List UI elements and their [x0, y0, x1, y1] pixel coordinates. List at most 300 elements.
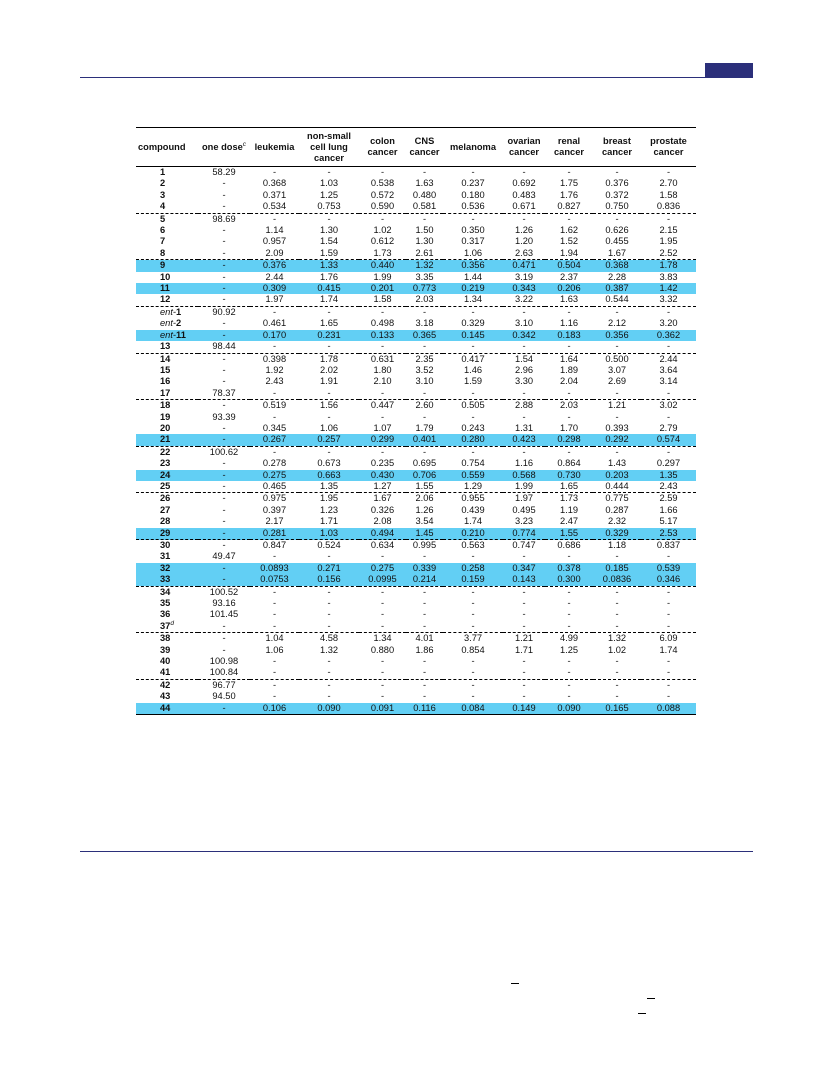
compound-cell [136, 330, 198, 341]
value-cell: 0.995 [412, 540, 437, 550]
value-cell: - [471, 598, 475, 609]
value-cell: - [272, 598, 277, 609]
header-text: non-small [307, 130, 351, 141]
value-cell: 5.17 [659, 516, 678, 527]
value-cell: 0.880 [370, 644, 395, 655]
header-text: prostate [650, 136, 687, 146]
value-cell: - [272, 586, 277, 597]
compound-cell [136, 470, 198, 481]
compound-cell [136, 551, 198, 562]
value-cell: 100.52 [209, 586, 239, 597]
column-header [406, 128, 443, 167]
table-row [136, 667, 696, 679]
value-cell: - [222, 376, 226, 387]
value-cell: 1.32 [319, 644, 339, 655]
compound-id: 19 [160, 411, 171, 422]
value-cell: 0.346 [641, 574, 696, 586]
value-cell: 0.581 [406, 201, 443, 213]
table-row [136, 213, 696, 225]
value-cell: 3.83 [659, 271, 678, 282]
value-cell: 1.67 [593, 248, 641, 260]
value-cell: 0.483 [512, 189, 536, 200]
compound-cell [136, 645, 198, 656]
table-row [136, 260, 696, 272]
value-cell: 0.170 [250, 330, 299, 341]
value-cell: 2.32 [607, 516, 627, 527]
value-cell: 0.267 [250, 434, 299, 446]
value-cell: 0.455 [605, 236, 629, 247]
value-cell: 0.185 [593, 563, 641, 574]
data-table-container [136, 127, 696, 715]
value-cell: 1.95 [319, 493, 339, 504]
value-cell: - [380, 167, 385, 177]
value-cell: 1.34 [443, 294, 503, 306]
compound-id: 34 [160, 586, 171, 597]
value-cell: - [272, 551, 277, 562]
table-row [136, 376, 696, 387]
value-cell: 2.43 [641, 481, 696, 493]
value-cell: 0.465 [250, 481, 299, 493]
value-cell: 1.71 [514, 644, 534, 655]
value-cell: - [380, 446, 385, 457]
value-cell: 1.56 [319, 400, 339, 411]
value-cell: - [545, 667, 593, 679]
table-row [136, 434, 696, 446]
value-cell: - [198, 621, 250, 633]
value-cell: 1.21 [607, 400, 627, 411]
value-cell: - [522, 213, 526, 224]
value-cell: - [641, 341, 696, 353]
value-cell: - [222, 540, 226, 550]
value-cell: - [593, 341, 641, 353]
table-row [136, 551, 696, 562]
value-cell: - [198, 330, 250, 341]
value-cell: 0.447 [370, 400, 395, 411]
value-cell: - [380, 656, 385, 667]
compound-id: 18 [160, 400, 171, 411]
compound-cell [136, 353, 198, 365]
compound-id: 6 [160, 225, 166, 236]
compound-id: 9 [160, 260, 166, 271]
value-cell: 0.393 [605, 422, 629, 433]
table-row [136, 586, 696, 598]
value-cell: 0.519 [262, 400, 287, 411]
header-text: cancer [653, 147, 684, 157]
value-cell: - [359, 621, 406, 633]
value-cell: - [666, 167, 671, 177]
value-cell: 3.35 [415, 271, 434, 282]
value-cell: - [250, 388, 299, 400]
value-cell: 1.45 [406, 528, 443, 540]
value-cell: 0.203 [593, 470, 641, 481]
value-cell: 1.73 [559, 493, 579, 504]
value-cell: - [615, 446, 619, 457]
value-cell: 0.297 [656, 458, 681, 469]
value-cell: - [666, 446, 671, 457]
compound-cell [136, 598, 198, 609]
value-cell: 1.55 [406, 481, 443, 493]
value-cell: 0.423 [503, 434, 545, 446]
table-row [136, 505, 696, 516]
value-cell: - [567, 213, 571, 224]
compound-id: 31 [160, 551, 171, 562]
value-cell: - [380, 598, 385, 609]
compound-prefix: ent- [160, 318, 177, 329]
compound-cell [136, 341, 198, 353]
value-cell: 1.20 [514, 236, 534, 247]
value-cell: 0.091 [359, 703, 406, 715]
value-cell: - [380, 551, 385, 562]
value-cell: - [222, 189, 226, 200]
value-cell: 0.281 [250, 528, 299, 540]
value-cell: - [545, 341, 593, 353]
table-row [136, 609, 696, 620]
value-cell: - [380, 679, 385, 690]
value-cell: 1.75 [559, 178, 579, 189]
value-cell: - [422, 411, 427, 422]
value-cell: 0.975 [262, 493, 287, 504]
compound-id: 39 [160, 644, 171, 655]
value-cell: 1.03 [299, 528, 359, 540]
value-cell: - [666, 598, 671, 609]
value-cell: - [471, 306, 475, 317]
value-cell: 0.317 [461, 236, 485, 247]
column-header [503, 128, 545, 167]
compound-cell [136, 493, 198, 505]
value-cell: - [250, 341, 299, 353]
compound-cell [136, 633, 198, 645]
value-cell: - [250, 621, 299, 633]
value-cell: - [666, 551, 671, 562]
header-text: renal [557, 136, 581, 146]
value-cell: - [198, 260, 250, 272]
compound-cell [136, 306, 198, 318]
value-cell: 0.626 [605, 225, 629, 236]
table-row [136, 458, 696, 469]
value-cell: 0.524 [317, 540, 341, 550]
value-cell: 3.64 [659, 364, 678, 375]
value-cell: 0.376 [250, 260, 299, 272]
compound-id: 10 [160, 271, 171, 282]
value-cell: - [198, 481, 250, 493]
table-row [136, 330, 696, 341]
column-header [136, 128, 198, 167]
value-cell: 2.02 [319, 364, 339, 375]
compound-cell [136, 703, 198, 715]
value-cell: 1.94 [545, 248, 593, 260]
value-cell: - [327, 306, 331, 317]
compound-id: 1 [176, 306, 182, 317]
value-cell: 0.500 [605, 353, 629, 364]
value-cell: 0.143 [503, 574, 545, 586]
value-cell: - [422, 679, 427, 690]
value-cell: - [471, 551, 475, 562]
value-cell: - [545, 388, 593, 400]
value-cell: 0.574 [641, 434, 696, 446]
value-cell: - [198, 703, 250, 715]
value-cell: 4.99 [559, 633, 579, 644]
value-cell: 1.76 [559, 189, 579, 200]
value-cell: 3.10 [415, 376, 434, 387]
value-cell: - [198, 201, 250, 213]
value-cell: 1.97 [250, 294, 299, 306]
value-cell: - [299, 667, 359, 679]
value-cell: 1.27 [359, 481, 406, 493]
value-cell: - [222, 644, 226, 655]
compound-cell [136, 248, 198, 260]
value-cell: - [422, 691, 427, 702]
compound-id: 43 [160, 691, 171, 702]
value-cell: - [272, 656, 277, 667]
compound-cell [136, 434, 198, 446]
table-row [136, 528, 696, 540]
value-cell: 101.45 [209, 609, 239, 620]
value-cell: 0.287 [605, 504, 629, 515]
value-cell: - [222, 318, 226, 329]
value-cell: 0.430 [359, 470, 406, 481]
value-cell: - [272, 306, 277, 317]
table-row [136, 283, 696, 294]
table-row [136, 272, 696, 283]
value-cell: - [198, 248, 250, 260]
value-cell: 1.25 [559, 644, 579, 655]
table-body [136, 167, 696, 715]
value-cell: 0.275 [359, 563, 406, 574]
compound-cell [136, 574, 198, 586]
value-cell: 1.55 [545, 528, 593, 540]
value-cell: 1.74 [659, 644, 678, 655]
compound-cell [136, 563, 198, 574]
column-header [641, 128, 696, 167]
value-cell: 1.30 [319, 225, 339, 236]
value-cell: - [443, 621, 503, 633]
value-cell: - [615, 691, 619, 702]
value-cell: - [422, 306, 427, 317]
value-cell: 1.74 [463, 516, 483, 527]
value-cell: 0.955 [461, 493, 485, 504]
compound-id: 26 [160, 493, 171, 504]
value-cell: 1.26 [514, 225, 534, 236]
value-cell: 2.06 [415, 493, 434, 504]
compound-cell [136, 667, 198, 679]
value-cell: 3.77 [463, 633, 483, 644]
value-cell: 0.339 [406, 563, 443, 574]
value-cell: - [299, 341, 359, 353]
table-row [136, 540, 696, 552]
value-cell: 1.06 [265, 644, 284, 655]
value-cell: 0.201 [359, 283, 406, 294]
value-cell: 0.417 [461, 353, 485, 364]
value-cell: 0.084 [443, 703, 503, 715]
value-cell: - [380, 411, 385, 422]
table-row [136, 598, 696, 609]
value-cell: 58.29 [212, 167, 236, 177]
value-cell: 1.86 [415, 644, 434, 655]
value-cell: - [198, 434, 250, 446]
value-cell: - [198, 563, 250, 574]
value-cell: 93.16 [212, 598, 236, 609]
value-cell: 1.99 [373, 271, 392, 282]
compound-id: 16 [160, 376, 171, 387]
value-cell: - [503, 388, 545, 400]
compound-cell [136, 446, 198, 458]
table-row [136, 236, 696, 247]
value-cell: 0.634 [370, 540, 395, 550]
value-cell: 49.47 [212, 551, 236, 562]
value-cell: 0.440 [359, 260, 406, 272]
compound-cell [136, 609, 198, 620]
value-cell: - [443, 341, 503, 353]
value-cell: - [198, 294, 250, 306]
table-row [136, 225, 696, 236]
value-cell: - [222, 633, 226, 644]
value-cell: - [666, 656, 671, 667]
value-cell: - [615, 306, 619, 317]
value-cell: - [422, 446, 427, 457]
value-cell: 2.43 [265, 376, 284, 387]
compound-id: 12 [160, 294, 171, 305]
value-cell: - [567, 656, 571, 667]
compound-cell [136, 516, 198, 527]
value-cell: 2.09 [250, 248, 299, 260]
value-cell: - [327, 411, 331, 422]
value-cell: - [522, 691, 526, 702]
value-cell: 100.62 [209, 446, 239, 457]
value-cell: - [567, 598, 571, 609]
value-cell: 0.401 [406, 434, 443, 446]
value-cell: - [222, 458, 226, 469]
header-text: melanoma [450, 141, 496, 152]
value-cell: - [666, 586, 671, 597]
value-cell: 0.864 [557, 458, 581, 469]
value-cell: 2.47 [559, 516, 579, 527]
compound-id: 42 [160, 679, 171, 690]
compound-id: 3 [160, 189, 166, 200]
value-cell: 0.495 [512, 504, 536, 515]
value-cell: 98.69 [212, 213, 236, 224]
value-cell: 1.34 [373, 633, 392, 644]
value-cell: - [422, 586, 427, 597]
compound-id: 11 [160, 283, 170, 294]
value-cell: 2.35 [415, 353, 434, 364]
compound-cell [136, 178, 198, 189]
value-cell: - [615, 213, 619, 224]
value-cell: 0.271 [299, 563, 359, 574]
value-cell: - [641, 621, 696, 633]
value-cell: 0.494 [359, 528, 406, 540]
value-cell: - [299, 388, 359, 400]
compound-id: 11 [176, 329, 186, 340]
value-cell: 0.345 [262, 422, 287, 433]
value-cell: 3.18 [415, 318, 434, 329]
value-cell: 0.544 [593, 294, 641, 306]
value-cell: 1.95 [659, 236, 678, 247]
value-cell: 0.397 [262, 504, 287, 515]
value-cell: - [380, 213, 385, 224]
value-cell: 0.572 [370, 189, 395, 200]
table-row [136, 341, 696, 353]
value-cell: 0.0995 [359, 574, 406, 586]
value-cell: 0.180 [461, 189, 485, 200]
header-text: cancer [509, 147, 539, 157]
value-cell: 1.78 [319, 353, 339, 364]
value-cell: 0.671 [503, 201, 545, 213]
compound-cell [136, 412, 198, 423]
value-cell: - [327, 446, 331, 457]
header-text: leukemia [254, 141, 295, 152]
value-cell: 3.32 [641, 294, 696, 306]
value-cell: 2.61 [406, 248, 443, 260]
value-cell: 1.32 [607, 633, 627, 644]
value-cell: 2.44 [659, 353, 678, 364]
table-row [136, 388, 696, 400]
compound-cell [136, 260, 198, 272]
value-cell: - [641, 388, 696, 400]
value-cell: 0.299 [359, 434, 406, 446]
value-cell: 0.343 [503, 283, 545, 294]
value-cell: 1.78 [641, 260, 696, 272]
value-cell: 2.59 [659, 493, 678, 504]
value-cell: 0.538 [370, 178, 395, 189]
value-cell: 0.750 [593, 201, 641, 213]
column-header [198, 128, 250, 167]
value-cell: - [222, 271, 226, 282]
column-header [593, 128, 641, 167]
value-cell: 90.92 [212, 306, 236, 317]
value-cell: 2.12 [607, 318, 627, 329]
value-cell: 0.326 [370, 504, 395, 515]
column-header [545, 128, 593, 167]
value-cell: 0.210 [443, 528, 503, 540]
value-cell: 3.54 [415, 516, 434, 527]
compound-cell [136, 423, 198, 434]
value-cell: - [198, 283, 250, 294]
value-cell: 1.50 [415, 225, 434, 236]
compound-id: 44 [160, 702, 171, 713]
value-cell: 2.15 [659, 225, 678, 236]
value-cell: 3.14 [659, 376, 678, 387]
value-cell: 78.37 [198, 388, 250, 400]
value-cell: 1.04 [265, 633, 284, 644]
value-cell: - [615, 586, 619, 597]
value-cell: 0.206 [545, 283, 593, 294]
value-cell: 0.706 [406, 470, 443, 481]
value-cell: - [567, 446, 571, 457]
value-cell: - [567, 167, 571, 177]
compound-prefix: ent- [160, 329, 177, 340]
table-row [136, 516, 696, 527]
value-cell: - [299, 621, 359, 633]
value-cell: - [615, 598, 619, 609]
value-cell: 1.58 [659, 189, 678, 200]
value-cell: 0.235 [370, 458, 395, 469]
compound-id: 15 [160, 364, 171, 375]
value-cell: 1.32 [406, 260, 443, 272]
table-row [136, 412, 696, 423]
value-cell: 0.133 [359, 330, 406, 341]
header-text: CNS [414, 136, 435, 146]
compound-cell [136, 656, 198, 667]
compound-id: 32 [160, 562, 171, 573]
value-cell: - [567, 306, 571, 317]
value-cell: - [406, 667, 443, 679]
value-cell: - [471, 656, 475, 667]
value-cell: 1.26 [415, 504, 434, 515]
value-cell: - [471, 691, 475, 702]
value-cell: 0.837 [656, 540, 681, 550]
table-row [136, 167, 696, 179]
value-cell: 1.70 [559, 422, 579, 433]
